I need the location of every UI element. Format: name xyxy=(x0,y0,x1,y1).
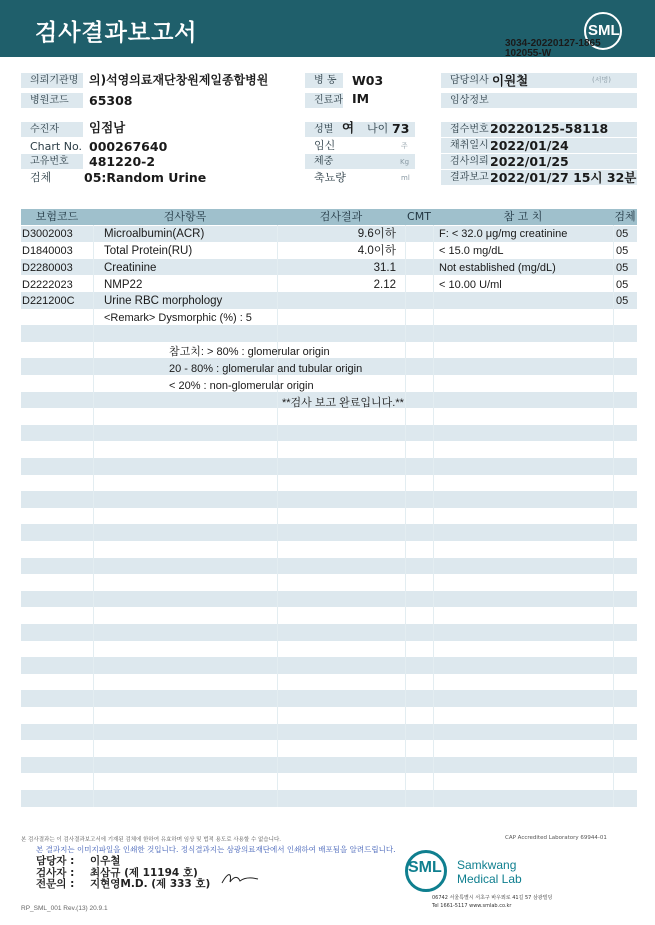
table-row xyxy=(21,641,637,658)
table-row xyxy=(21,591,637,608)
header-test-item: 검사항목 xyxy=(163,210,207,223)
row4-item: NMP22 xyxy=(104,279,143,291)
collected-value: 2022/01/24 xyxy=(490,138,569,153)
table-row xyxy=(21,441,637,458)
column-divider xyxy=(277,209,278,807)
hospital-code-value: 65308 xyxy=(89,93,133,108)
doctor-sign-label: (서명) xyxy=(592,76,611,84)
age-value: 73 xyxy=(392,121,410,136)
doc-number-line2: 102055-W xyxy=(505,48,552,59)
reporter-value: 이우철 xyxy=(90,855,121,867)
institution-value: 의)석영의료재단창원제일종합병원 xyxy=(89,73,269,87)
row3-code: D2280003 xyxy=(22,262,73,274)
table-row xyxy=(21,757,637,774)
specimen-value: 05:Random Urine xyxy=(84,170,207,185)
id-label: 고유번호 xyxy=(21,154,83,169)
ward-value: W03 xyxy=(352,73,384,88)
clinical-info-label: 임상정보 xyxy=(441,93,637,108)
lab-contact: Tel 1661-5117 www.smlab.co.kr xyxy=(432,903,512,909)
specimen-label: 검체 xyxy=(30,171,52,184)
row3-specimen: 05 xyxy=(616,262,629,274)
table-row xyxy=(21,690,637,707)
dept-value: IM xyxy=(352,91,370,106)
chart-label: Chart No. xyxy=(30,140,82,153)
weight-label: 체중 xyxy=(305,154,415,169)
specialist-value: 지현영M.D. (제 333 호) xyxy=(90,878,211,890)
row4-reference: < 10.00 U/ml xyxy=(439,279,502,291)
collected-label: 채취일시 xyxy=(441,138,637,153)
urine-unit: ml xyxy=(401,174,410,182)
column-divider xyxy=(613,209,614,807)
table-row xyxy=(21,541,637,558)
report-title: 검사결과보고서 xyxy=(35,20,198,46)
table-row xyxy=(21,425,637,442)
table-row xyxy=(21,475,637,492)
sex-label: 성별 xyxy=(305,122,415,137)
row4-specimen: 05 xyxy=(616,279,629,291)
row1-code: D3002003 xyxy=(22,228,73,240)
row1-reference: F: < 32.0 μg/mg creatinine xyxy=(439,228,568,240)
row4-result: 2.12 xyxy=(373,279,396,291)
specialist-label: 전문의 : xyxy=(36,878,75,890)
lab-address: 06742 서울특별시 서초구 바우뫼로 41길 57 삼광빌딩 xyxy=(432,895,553,901)
table-row xyxy=(21,773,637,790)
row2-reference: < 15.0 mg/dL xyxy=(439,245,504,257)
table-row xyxy=(21,375,637,392)
dept-label: 진료과 xyxy=(305,93,343,108)
row3-item: Creatinine xyxy=(104,262,157,274)
doctor-label: 담당의사 xyxy=(441,73,637,88)
sex-value: 여 xyxy=(342,120,355,135)
signature-icon xyxy=(220,870,260,886)
result-table-header xyxy=(21,209,637,225)
pregnancy-unit: 주 xyxy=(401,142,408,150)
examiner-label: 검사자 : xyxy=(36,867,75,879)
row1-result: 9.6이하 xyxy=(357,228,396,240)
header-insurance-code: 보험코드 xyxy=(35,210,79,223)
patient-name-label: 수진자 xyxy=(21,122,83,137)
examiner-value: 최삼규 (제 11194 호) xyxy=(90,867,198,879)
row5-specimen: 05 xyxy=(616,295,629,307)
header-specimen: 검체 xyxy=(614,210,636,223)
table-row xyxy=(21,558,637,575)
header-cmt: CMT xyxy=(407,210,431,223)
doc-number-line1: 3034-20220127-1865 xyxy=(505,38,601,49)
table-row xyxy=(21,325,637,342)
table-row xyxy=(21,574,637,591)
row2-code: D1840003 xyxy=(22,245,73,257)
row3-result: 31.1 xyxy=(373,262,396,274)
row2-result: 4.0이하 xyxy=(357,245,396,257)
receipt-label: 접수번호 xyxy=(441,122,637,137)
table-row xyxy=(21,657,637,674)
report-complete-text: **검사 보고 완료입니다.** xyxy=(282,397,404,409)
reported-value: 2022/01/27 15시 32분 xyxy=(490,170,637,185)
column-divider xyxy=(405,209,406,807)
chart-value: 000267640 xyxy=(89,139,168,154)
table-row xyxy=(21,790,637,807)
row5-item: Urine RBC morphology xyxy=(104,295,223,307)
header-result: 검사결과 xyxy=(319,210,363,223)
table-row xyxy=(21,607,637,624)
column-divider xyxy=(93,209,94,807)
sml-logo-text: SML xyxy=(588,22,620,39)
table-row xyxy=(21,524,637,541)
ref-note-3: < 20% : non-glomerular origin xyxy=(169,380,314,392)
table-row xyxy=(21,674,637,691)
row2-specimen: 05 xyxy=(616,245,629,257)
ref-note-1: 참고치: > 80% : glomerular origin xyxy=(169,346,330,358)
reporter-label: 담당자 : xyxy=(36,855,75,867)
table-row xyxy=(21,491,637,508)
hospital-code-label: 병원코드 xyxy=(21,93,83,108)
lab-name-line1: Samkwang xyxy=(457,858,517,872)
row4-code: D2222023 xyxy=(22,279,73,291)
row1-specimen: 05 xyxy=(616,228,629,240)
table-row xyxy=(21,458,637,475)
weight-unit: Kg xyxy=(400,158,410,166)
sml-footer-logo-text: SML xyxy=(408,859,442,876)
row1-item: Microalbumin(ACR) xyxy=(104,228,205,240)
table-row xyxy=(21,624,637,641)
ref-note-2: 20 - 80% : glomerular and tubular origin xyxy=(169,363,363,375)
remark-text: <Remark> Dysmorphic (%) : 5 xyxy=(104,312,252,324)
reported-label: 결과보고 xyxy=(441,170,637,185)
row3-reference: Not established (mg/dL) xyxy=(439,262,556,274)
patient-name-value: 임점남 xyxy=(89,120,126,135)
ward-label: 병 동 xyxy=(305,73,343,88)
cap-accreditation: CAP Accredited Laboratory 69944-01 xyxy=(505,835,607,841)
table-row xyxy=(21,740,637,757)
id-value: 481220-2 xyxy=(89,154,156,169)
pregnancy-label: 임신 xyxy=(314,139,336,152)
row2-item: Total Protein(RU) xyxy=(104,245,193,257)
requested-label: 검사의뢰 xyxy=(441,154,637,169)
age-label: 나이 xyxy=(367,122,389,135)
table-row xyxy=(21,508,637,525)
institution-label: 의뢰기관명 xyxy=(21,73,83,88)
lab-name-line2: Medical Lab xyxy=(457,872,522,886)
urine-label: 축뇨량 xyxy=(314,171,346,184)
column-divider xyxy=(433,209,434,807)
form-number: RP_SML_001 Rev.(13) 20.9.1 xyxy=(21,905,108,912)
requested-value: 2022/01/25 xyxy=(490,154,569,169)
table-row xyxy=(21,724,637,741)
row5-code: D221200C xyxy=(22,295,75,307)
disclaimer-text: 본 검사결과는 이 검사결과보고서에 기재된 검체에 한하여 유효하며 임상 및 법적 용도로 사용할 수 없습니다. xyxy=(21,837,281,843)
header-reference: 참 고 치 xyxy=(503,210,543,223)
table-row xyxy=(21,707,637,724)
notice-text: 본 결과지는 이미지파일을 인쇄한 것입니다. 정식결과지는 삼광의료재단에서 인쇄하여 배포됨을 알려드립니다. xyxy=(36,845,396,854)
doctor-value: 이원철 xyxy=(492,73,529,88)
receipt-value: 20220125-58118 xyxy=(490,121,609,136)
